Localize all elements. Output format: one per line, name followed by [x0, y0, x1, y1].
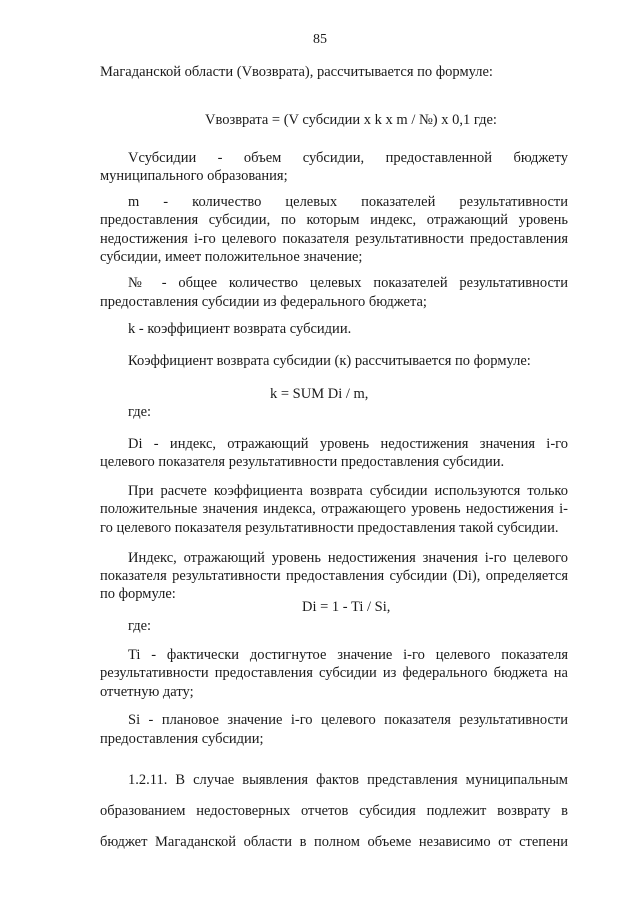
para-1211-line2: образованием недостоверных отчетов субсидия подлежит возврату в	[100, 803, 568, 819]
def-m-line4: субсидии, имеет положительное значение;	[100, 249, 363, 265]
index-line1: Индекс, отражающий уровень недостижения значения i-го целевого	[128, 550, 568, 566]
def-ti-line2: результативности предоставления субсидии из федерального бюджета на	[100, 665, 568, 681]
where-label-2: где:	[128, 618, 152, 634]
formula-k: k = SUM Di / m,	[270, 386, 369, 402]
para-1211-line1: 1.2.11. В случае выявления фактов представления муниципальным	[128, 772, 568, 788]
def-vsubsidy-line2: муниципального образования;	[100, 168, 288, 184]
calc-line1: При расчете коэффициента возврата субсидии используются только	[128, 483, 568, 499]
def-k: k - коэффициент возврата субсидии.	[128, 321, 352, 337]
calc-line3: го целевого показателя результативности предоставления такой субсидии.	[100, 520, 559, 536]
def-m-line3: недостижения i-го целевого показателя результативности предоставления	[100, 231, 568, 247]
formula-di: Di = 1 - Ti / Si,	[302, 599, 391, 615]
def-ti-line3: отчетную дату;	[100, 684, 194, 700]
def-n-line1: № - общее количество целевых показателей результативности	[128, 275, 568, 291]
def-m-line2: предоставления субсидии, по которым индекс, отражающий уровень	[100, 212, 568, 228]
def-m-line1: m - количество целевых показателей результативности	[128, 194, 568, 210]
where-label-1: где:	[128, 404, 152, 420]
def-si-line1: Si - плановое значение i-го целевого показателя результативности	[128, 712, 568, 728]
calc-line2: положительные значения индекса, отражающего уровень недостижения i-	[100, 501, 568, 517]
def-n-line2: предоставления субсидии из федерального бюджета;	[100, 294, 427, 310]
index-line3: по формуле:	[100, 586, 176, 602]
formula-v-return: Vвозврата = (V субсидии х k х m / №) х 0,1 где:	[205, 112, 497, 128]
k-intro: Коэффициент возврата субсидии (к) рассчитывается по формуле:	[128, 353, 531, 369]
index-line2: показателя результативности предоставления субсидии (Di), определяется	[100, 568, 568, 584]
def-si-line2: предоставления субсидии;	[100, 731, 264, 747]
def-di-line2: целевого показателя результативности предоставления субсидии.	[100, 454, 505, 470]
intro-line: Магаданской области (Vвозврата), рассчитывается по формуле:	[100, 64, 493, 80]
page-number: 85	[313, 32, 327, 47]
def-di-line1: Di - индекс, отражающий уровень недостижения значения i-го	[128, 436, 568, 452]
def-ti-line1: Ti - фактически достигнутое значение i-го целевого показателя	[128, 647, 568, 663]
def-vsubsidy-line1: Vсубсидии - объем субсидии, предоставленной бюджету	[128, 150, 568, 166]
para-1211-line3: бюджет Магаданской области в полном объеме независимо от степени	[100, 834, 568, 850]
